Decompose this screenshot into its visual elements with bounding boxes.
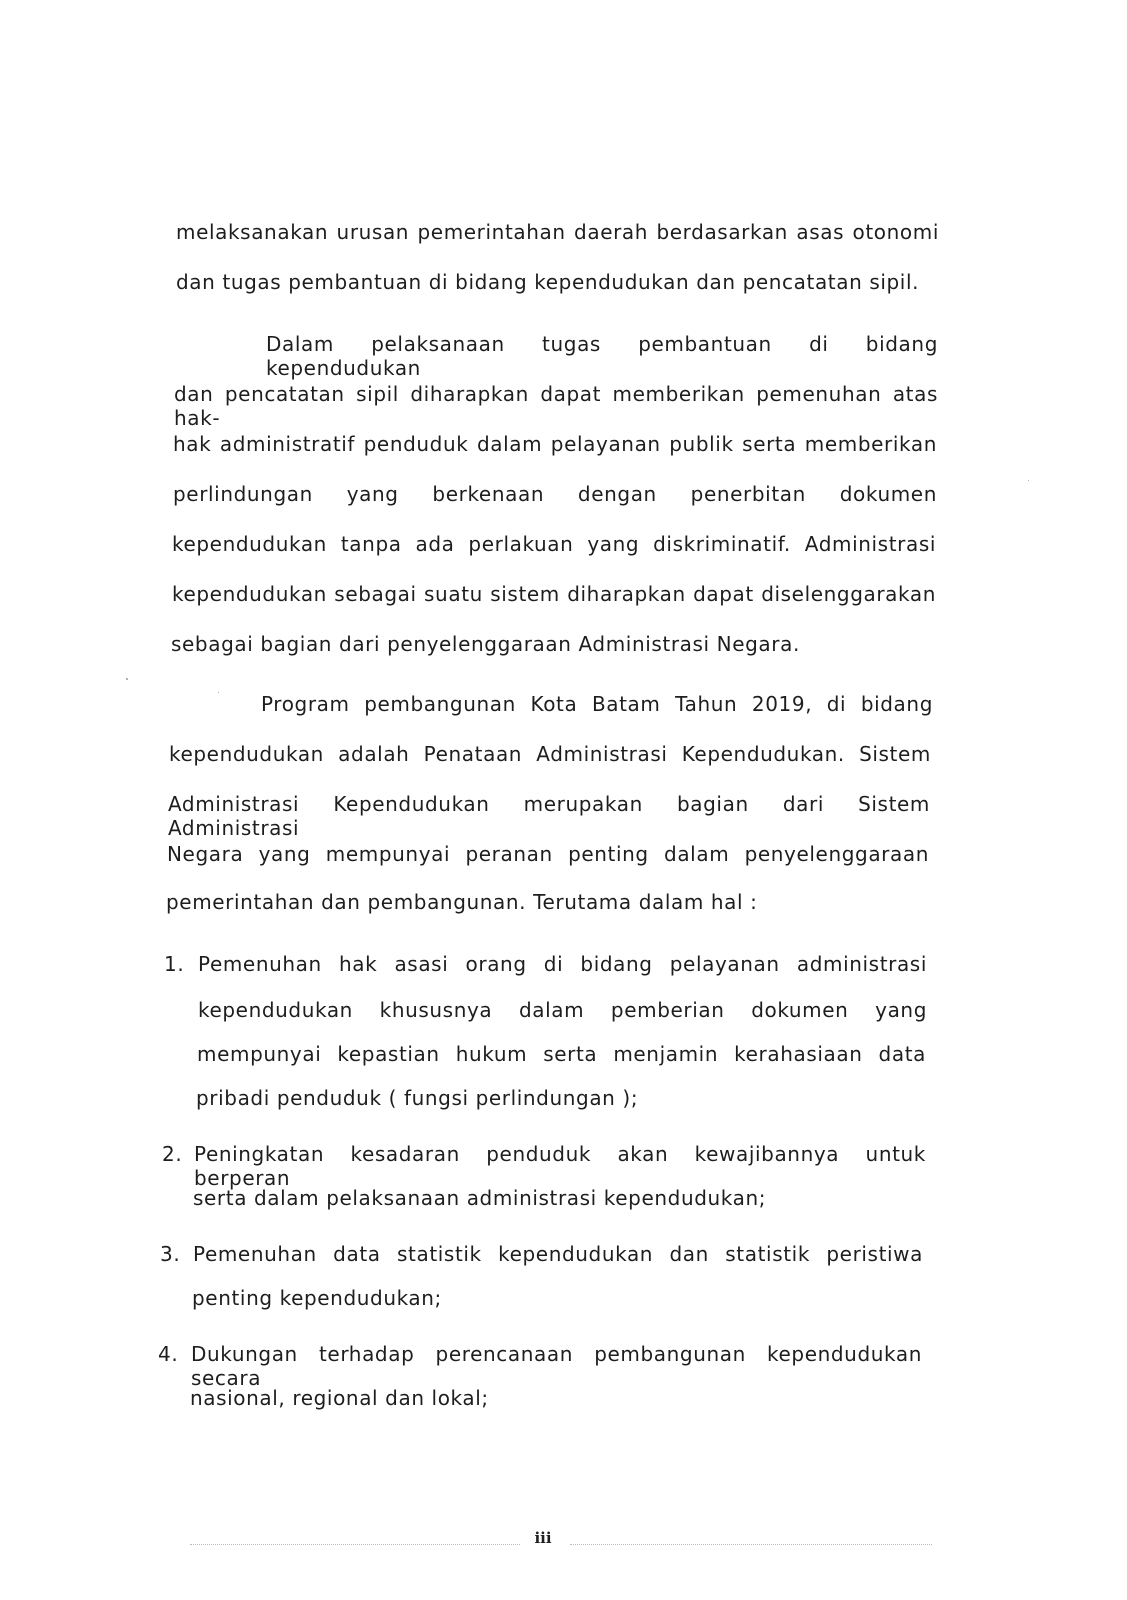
text-line: dan pencatatan sipil diharapkan dapat memberikan pemenuhan atas hak- bbox=[174, 382, 938, 430]
text-line: kependudukan adalah Penataan Administrasi Kependudukan. Sistem bbox=[169, 742, 931, 766]
text-line: pribadi penduduk ( fungsi perlindungan ); bbox=[196, 1086, 639, 1110]
text-line: hak administratif penduduk dalam pelayanan publik serta memberikan bbox=[173, 432, 937, 456]
text-line: dan tugas pembantuan di bidang kependudukan dan pencatatan sipil. bbox=[176, 270, 920, 294]
text-line: perlindungan yang berkenaan dengan penerbitan dokumen bbox=[173, 482, 937, 506]
list-item-number: 1. bbox=[164, 952, 185, 976]
text-line: Peningkatan kesadaran penduduk akan kewajibannya untuk berperan bbox=[194, 1142, 926, 1190]
scan-speck bbox=[1028, 480, 1029, 481]
page-number: iii bbox=[534, 1529, 552, 1547]
text-line: kependudukan sebagai suatu sistem diharapkan dapat diselenggarakan bbox=[172, 582, 936, 606]
text-line: melaksanakan urusan pemerintahan daerah berdasarkan asas otonomi bbox=[176, 220, 939, 244]
text-line: Pemenuhan data statistik kependudukan dan statistik peristiwa bbox=[193, 1242, 923, 1266]
list-item-number: 2. bbox=[162, 1142, 183, 1166]
footer-divider-right bbox=[570, 1544, 932, 1545]
text-line: Administrasi Kependudukan merupakan bagian dari Sistem Administrasi bbox=[168, 792, 930, 840]
scan-speck bbox=[126, 678, 128, 680]
text-line: pemerintahan dan pembangunan. Terutama dalam hal : bbox=[166, 890, 758, 914]
text-line: nasional, regional dan lokal; bbox=[190, 1386, 489, 1410]
text-line: Negara yang mempunyai peranan penting dalam penyelenggaraan bbox=[167, 842, 929, 866]
text-line: Dukungan terhadap perencanaan pembangunan kependudukan secara bbox=[191, 1342, 922, 1390]
text-line: serta dalam pelaksanaan administrasi kependudukan; bbox=[193, 1186, 767, 1210]
text-line: penting kependudukan; bbox=[192, 1286, 442, 1310]
list-item-number: 4. bbox=[158, 1342, 179, 1366]
text-line: Program pembangunan Kota Batam Tahun 2019, di bidang bbox=[261, 692, 933, 716]
text-line: Pemenuhan hak asasi orang di bidang pelayanan administrasi bbox=[198, 952, 927, 976]
text-line: sebagai bagian dari penyelenggaraan Administrasi Negara. bbox=[171, 632, 800, 656]
text-line: kependudukan tanpa ada perlakuan yang diskriminatif. Administrasi bbox=[172, 532, 936, 556]
text-line: Dalam pelaksanaan tugas pembantuan di bidang kependudukan bbox=[266, 332, 938, 380]
footer-divider-left bbox=[190, 1544, 520, 1545]
scan-speck bbox=[218, 692, 219, 693]
list-item-number: 3. bbox=[160, 1242, 181, 1266]
text-line: kependudukan khususnya dalam pemberian dokumen yang bbox=[198, 998, 927, 1022]
text-line: mempunyai kepastian hukum serta menjamin kerahasiaan data bbox=[197, 1042, 926, 1066]
